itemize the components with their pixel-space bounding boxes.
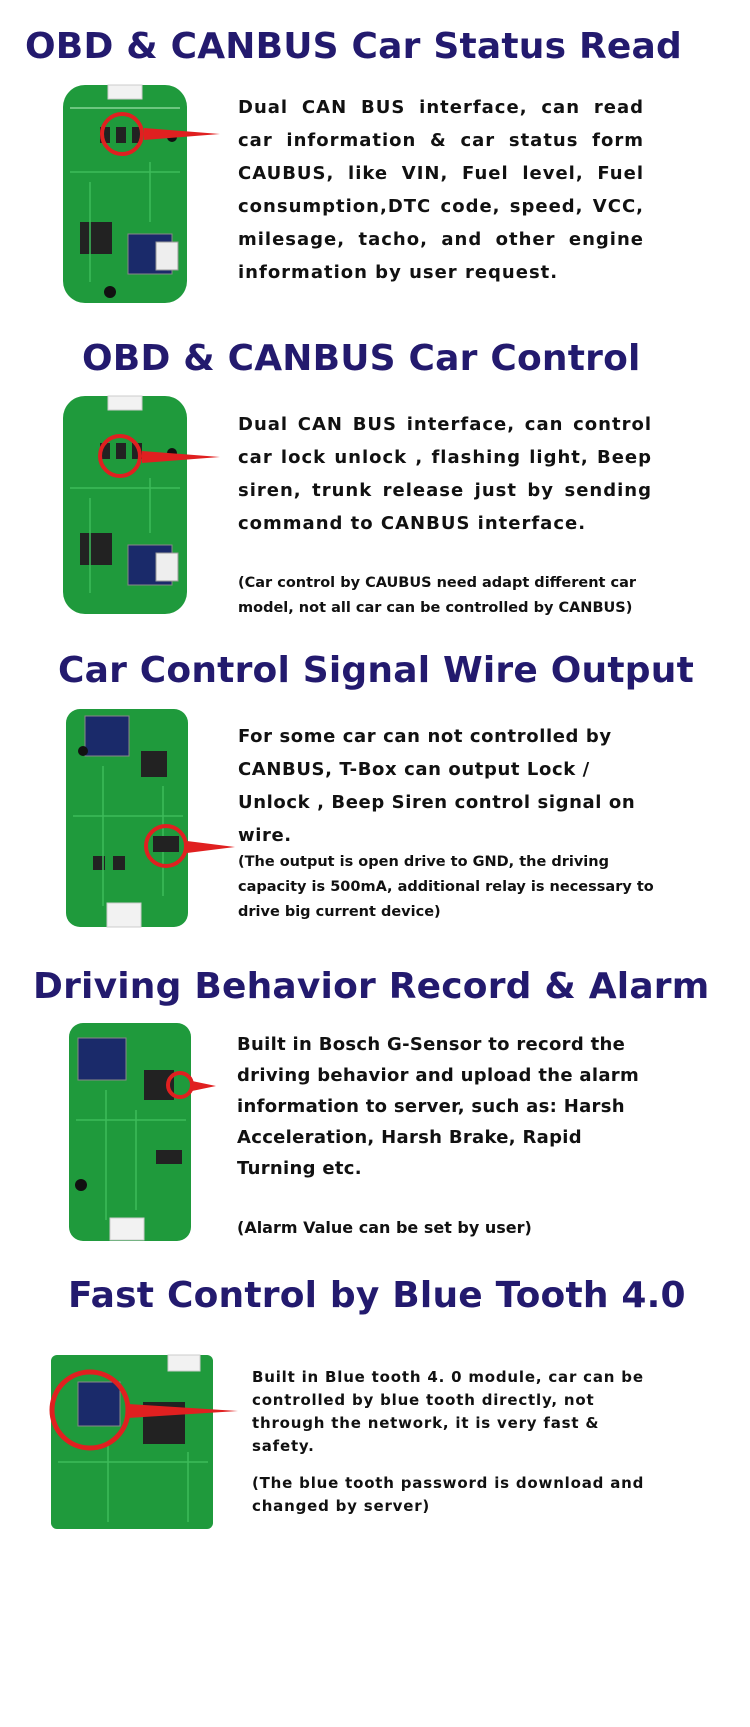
section-2-body: Dual CAN BUS interface, can control car lock unlock , flashing light, Beep siren, trunk release just by sending command to CANBUS interface. [238, 414, 652, 534]
section-2-title: OBD & CANBUS Car Control [82, 338, 641, 379]
pcb-board-image [66, 1020, 226, 1245]
section-3-note: (The output is open drive to GND, the driving capacity is 500mA, additional relay is necessary to drive big current device) [238, 854, 654, 920]
section-4-text [237, 1029, 657, 1184]
section-5-text [252, 1366, 652, 1458]
section-2-text [238, 408, 652, 540]
section-1-text [238, 91, 644, 289]
section-3-title: Car Control Signal Wire Output [58, 650, 694, 691]
section-1-title: OBD & CANBUS Car Status Read [25, 26, 682, 67]
pcb-board-image [63, 706, 238, 931]
section-2-note: (Car control by CAUBUS need adapt different car model, not all car can be controlled by CANBUS) [238, 575, 637, 616]
pcb-board-image [60, 82, 230, 307]
red-arrow-marker [192, 1081, 216, 1091]
pcb-board-image [48, 1352, 243, 1532]
section-3-text [238, 720, 652, 852]
section-5-body: Built in Blue tooth 4. 0 module, car can be controlled by blue tooth directly, not through the network, it is very fast & safety. [252, 1368, 644, 1455]
section-5-note: (The blue tooth password is download and changed by server) [252, 1474, 645, 1515]
section-5-title: Fast Control by Blue Tooth 4.0 [68, 1275, 686, 1316]
section-4-body: Built in Bosch G-Sensor to record the driving behavior and upload the alarm information to server, such as: Harsh Acceleration, Harsh Brake, Rapid Turning etc. [237, 1034, 640, 1179]
section-4-title: Driving Behavior Record & Alarm [33, 966, 710, 1007]
section-4-note: (Alarm Value can be set by user) [237, 1218, 532, 1237]
section-3-body: For some car can not controlled by CANBUS, T-Box can output Lock / Unlock , Beep Siren control signal on wire. [238, 726, 636, 846]
section-1-body: Dual CAN BUS interface, can read car information & car status form CAUBUS, like VIN, Fuel level, Fuel consumption,DTC code, speed, VCC, milesage, tacho, and other engine information by user request. [238, 97, 644, 283]
pcb-board-image [60, 393, 230, 618]
red-arrow-marker [187, 841, 235, 853]
